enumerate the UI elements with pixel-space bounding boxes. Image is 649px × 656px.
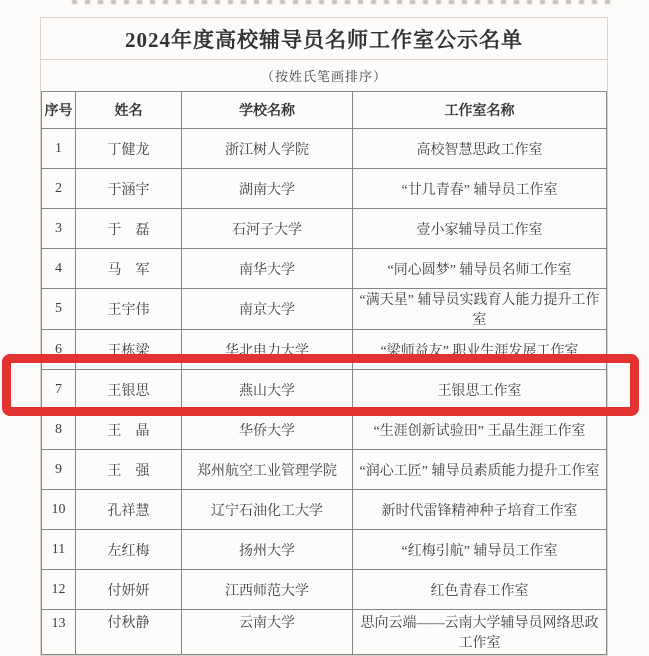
- table-row: [42, 530, 607, 570]
- cell-name: 马 军: [76, 249, 182, 289]
- cell-studio: 新时代雷锋精神种子培育工作室: [353, 490, 607, 530]
- cell-no: 1: [42, 129, 76, 169]
- cell-school: 石河子大学: [182, 209, 353, 249]
- cell-studio: 思向云端——云南大学辅导员网络思政工作室: [353, 610, 607, 655]
- cell-school: 云南大学: [182, 610, 353, 655]
- cell-studio: “廿几青春” 辅导员工作室: [353, 169, 607, 209]
- header-studio: 工作室名称: [353, 92, 607, 129]
- table-row: [42, 610, 607, 655]
- cell-school: 南华大学: [182, 249, 353, 289]
- cell-studio: “红梅引航” 辅导员工作室: [353, 530, 607, 570]
- table-header-row: [42, 92, 607, 129]
- cell-name: 王宇伟: [76, 289, 182, 330]
- cell-name: 王 强: [76, 450, 182, 490]
- cell-name: 王银思: [76, 370, 182, 410]
- table-row: [42, 410, 607, 450]
- table-row: [42, 570, 607, 610]
- cell-no: 9: [42, 450, 76, 490]
- cell-school: 扬州大学: [182, 530, 353, 570]
- cell-name: 于 磊: [76, 209, 182, 249]
- cell-no: 5: [42, 289, 76, 330]
- cell-no: 3: [42, 209, 76, 249]
- header-name: 姓名: [76, 92, 182, 129]
- page-subtitle: （按姓氏笔画排序）: [260, 69, 387, 84]
- cell-studio: 高校智慧思政工作室: [353, 129, 607, 169]
- cell-name: 王栋梁: [76, 330, 182, 370]
- cell-studio: “同心圆梦” 辅导员名师工作室: [353, 249, 607, 289]
- cell-school: 燕山大学: [182, 370, 353, 410]
- cell-name: 于涵宇: [76, 169, 182, 209]
- table-row: [42, 330, 607, 370]
- header-no: 序号: [42, 92, 76, 129]
- cell-no: 6: [42, 330, 76, 370]
- cell-studio: “润心工匠” 辅导员素质能力提升工作室: [353, 450, 607, 490]
- cell-no: 10: [42, 490, 76, 530]
- cell-name: 王 晶: [76, 410, 182, 450]
- table-row: [42, 209, 607, 249]
- cell-school: 南京大学: [182, 289, 353, 330]
- table-row: [42, 249, 607, 289]
- page-title: 2024年度高校辅导员名师工作室公示名单: [41, 18, 607, 60]
- table-row: [42, 169, 607, 209]
- document-sheet: [40, 17, 608, 656]
- cell-school: 湖南大学: [182, 169, 353, 209]
- workshop-table: [41, 91, 607, 655]
- cell-school: 华北电力大学: [182, 330, 353, 370]
- cell-no: 7: [42, 370, 76, 410]
- cell-no: 8: [42, 410, 76, 450]
- cell-name: 付秋静: [76, 610, 182, 655]
- cell-no: 2: [42, 169, 76, 209]
- table-row: [42, 129, 607, 169]
- cell-name: 付妍妍: [76, 570, 182, 610]
- cell-studio: 壹小家辅导员工作室: [353, 209, 607, 249]
- cell-no: 12: [42, 570, 76, 610]
- cell-no: 13: [42, 610, 76, 655]
- cell-name: 孔祥慧: [76, 490, 182, 530]
- cell-studio: “生涯创新试验田” 王晶生涯工作室: [353, 410, 607, 450]
- cell-studio: “梁师益友” 职业生涯发展工作室: [353, 330, 607, 370]
- cell-no: 4: [42, 249, 76, 289]
- cropped-text-remnant: [72, 0, 617, 4]
- header-school: 学校名称: [182, 92, 353, 129]
- table-row: [42, 289, 607, 330]
- table-row: [42, 490, 607, 530]
- cell-studio: 红色青春工作室: [353, 570, 607, 610]
- table-row-highlighted: [42, 370, 607, 410]
- cell-school: 郑州航空工业管理学院: [182, 450, 353, 490]
- cell-studio: 王银思工作室: [353, 370, 607, 410]
- cell-no: 11: [42, 530, 76, 570]
- table-row: [42, 450, 607, 490]
- cell-school: 浙江树人学院: [182, 129, 353, 169]
- cell-name: 左红梅: [76, 530, 182, 570]
- cell-school: 华侨大学: [182, 410, 353, 450]
- cell-name: 丁健龙: [76, 129, 182, 169]
- cell-school: 辽宁石油化工大学: [182, 490, 353, 530]
- cell-studio: “满天星” 辅导员实践育人能力提升工作室: [353, 289, 607, 330]
- cell-school: 江西师范大学: [182, 570, 353, 610]
